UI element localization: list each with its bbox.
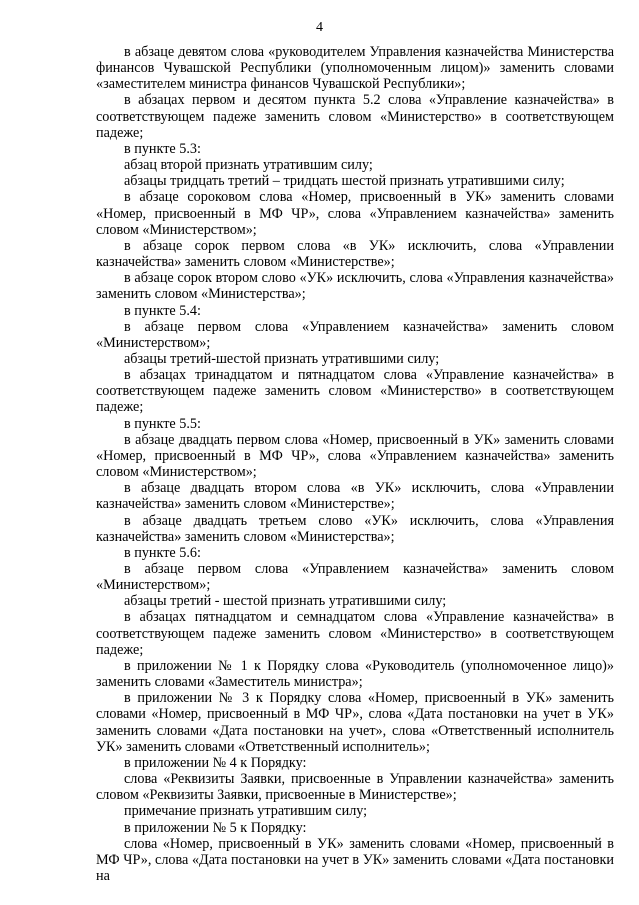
paragraph: в приложении № 1 к Порядку слова «Руководитель (уполномоченное лицо)» заменить словами «Заместитель министра»;: [96, 657, 614, 691]
paragraph: в абзаце двадцать третьем слово «УК» исключить, слова «Управления казначейства» заменить словом «Министерства»;: [96, 512, 614, 545]
paragraph: абзац второй признать утратившим силу;: [124, 157, 373, 174]
paragraph: в абзаце двадцать втором слова «в УК» исключить, слова «Управлении казначейства» заменить словом «Министерстве»;: [96, 480, 614, 513]
paragraph: в приложении № 4 к Порядку:: [124, 754, 307, 771]
paragraph: в абзаце первом слова «Управлением казначейства» заменить словом «Министерством»;: [96, 561, 614, 594]
paragraph: в абзацах первом и десятом пункта 5.2 слова «Управление казначейства» в соответствующем падеже заменить словом «Министерство» в соответствующем падеже;: [96, 92, 614, 141]
paragraph: в абзаце сороковом слова «Номер, присвоенный в УК» заменить словами «Номер, присвоенный в МФ ЧР», слова «Управлением казначейства» заменить словом «Министерством»;: [96, 189, 614, 238]
paragraph: в абзаце первом слова «Управлением казначейства» заменить словом «Министерством»;: [96, 318, 614, 351]
paragraph: в пункте 5.3:: [124, 140, 201, 157]
paragraph: слова «Номер, присвоенный в УК» заменить словами «Номер, присвоенный в МФ ЧР», слова «Дата постановки на учет в УК» заменить словами «Дата постановки на: [96, 835, 614, 884]
paragraph: в пункте 5.6:: [124, 544, 201, 561]
paragraph: в абзацах тринадцатом и пятнадцатом слова «Управление казначейства» в соответствующем падеже заменить словом «Министерство» в соответствующем падеже;: [96, 367, 614, 416]
paragraph: в пункте 5.4:: [124, 302, 201, 319]
paragraph: в абзаце девятом слова «руководителем Управления казначейства Министерства финансов Чувашской Республики (уполномоченным лицом)» заменить словами «заместителем министра финансов Чувашской Республики»;: [96, 44, 614, 93]
paragraph: в приложении № 5 к Порядку:: [124, 819, 307, 836]
paragraph: в абзаце сорок втором слово «УК» исключить, слова «Управления казначейства» заменить словом «Министерства»;: [96, 270, 614, 303]
paragraph: абзацы третий - шестой признать утратившими силу;: [124, 593, 447, 610]
document-body: [96, 44, 614, 884]
paragraph: в абзацах пятнадцатом и семнадцатом слова «Управление казначейства» в соответствующем падеже заменить словом «Министерство» в соответствующем падеже;: [96, 609, 614, 658]
paragraph: в приложении № 3 к Порядку слова «Номер, присвоенный в УК» заменить словами «Номер, присвоенный в МФ ЧР», слова «Дата постановки на учет в УК» заменить словами «Дата постановки на учет», слова «Ответственный исполнитель УК» заменить словами «Ответственный исполнитель»;: [96, 690, 614, 755]
paragraph: абзацы третий-шестой признать утратившими силу;: [124, 350, 440, 367]
paragraph: слова «Реквизиты Заявки, присвоенные в Управлении казначейства» заменить словом «Реквизиты Заявки, присвоенные в Министерстве»;: [96, 771, 614, 804]
paragraph: в абзаце сорок первом слова «в УК» исключить, слова «Управлении казначейства» заменить словом «Министерстве»;: [96, 237, 614, 271]
paragraph: абзацы тридцать третий – тридцать шестой признать утратившими силу;: [124, 173, 565, 190]
paragraph: в абзаце двадцать первом слова «Номер, присвоенный в УК» заменить словами «Номер, присвоенный в МФ ЧР», слова «Управлением казначейства» заменить словом «Министерством»;: [96, 431, 614, 481]
paragraph: в пункте 5.5:: [124, 415, 201, 432]
page-number: 4: [316, 20, 323, 35]
paragraph: примечание признать утратившим силу;: [124, 803, 368, 820]
